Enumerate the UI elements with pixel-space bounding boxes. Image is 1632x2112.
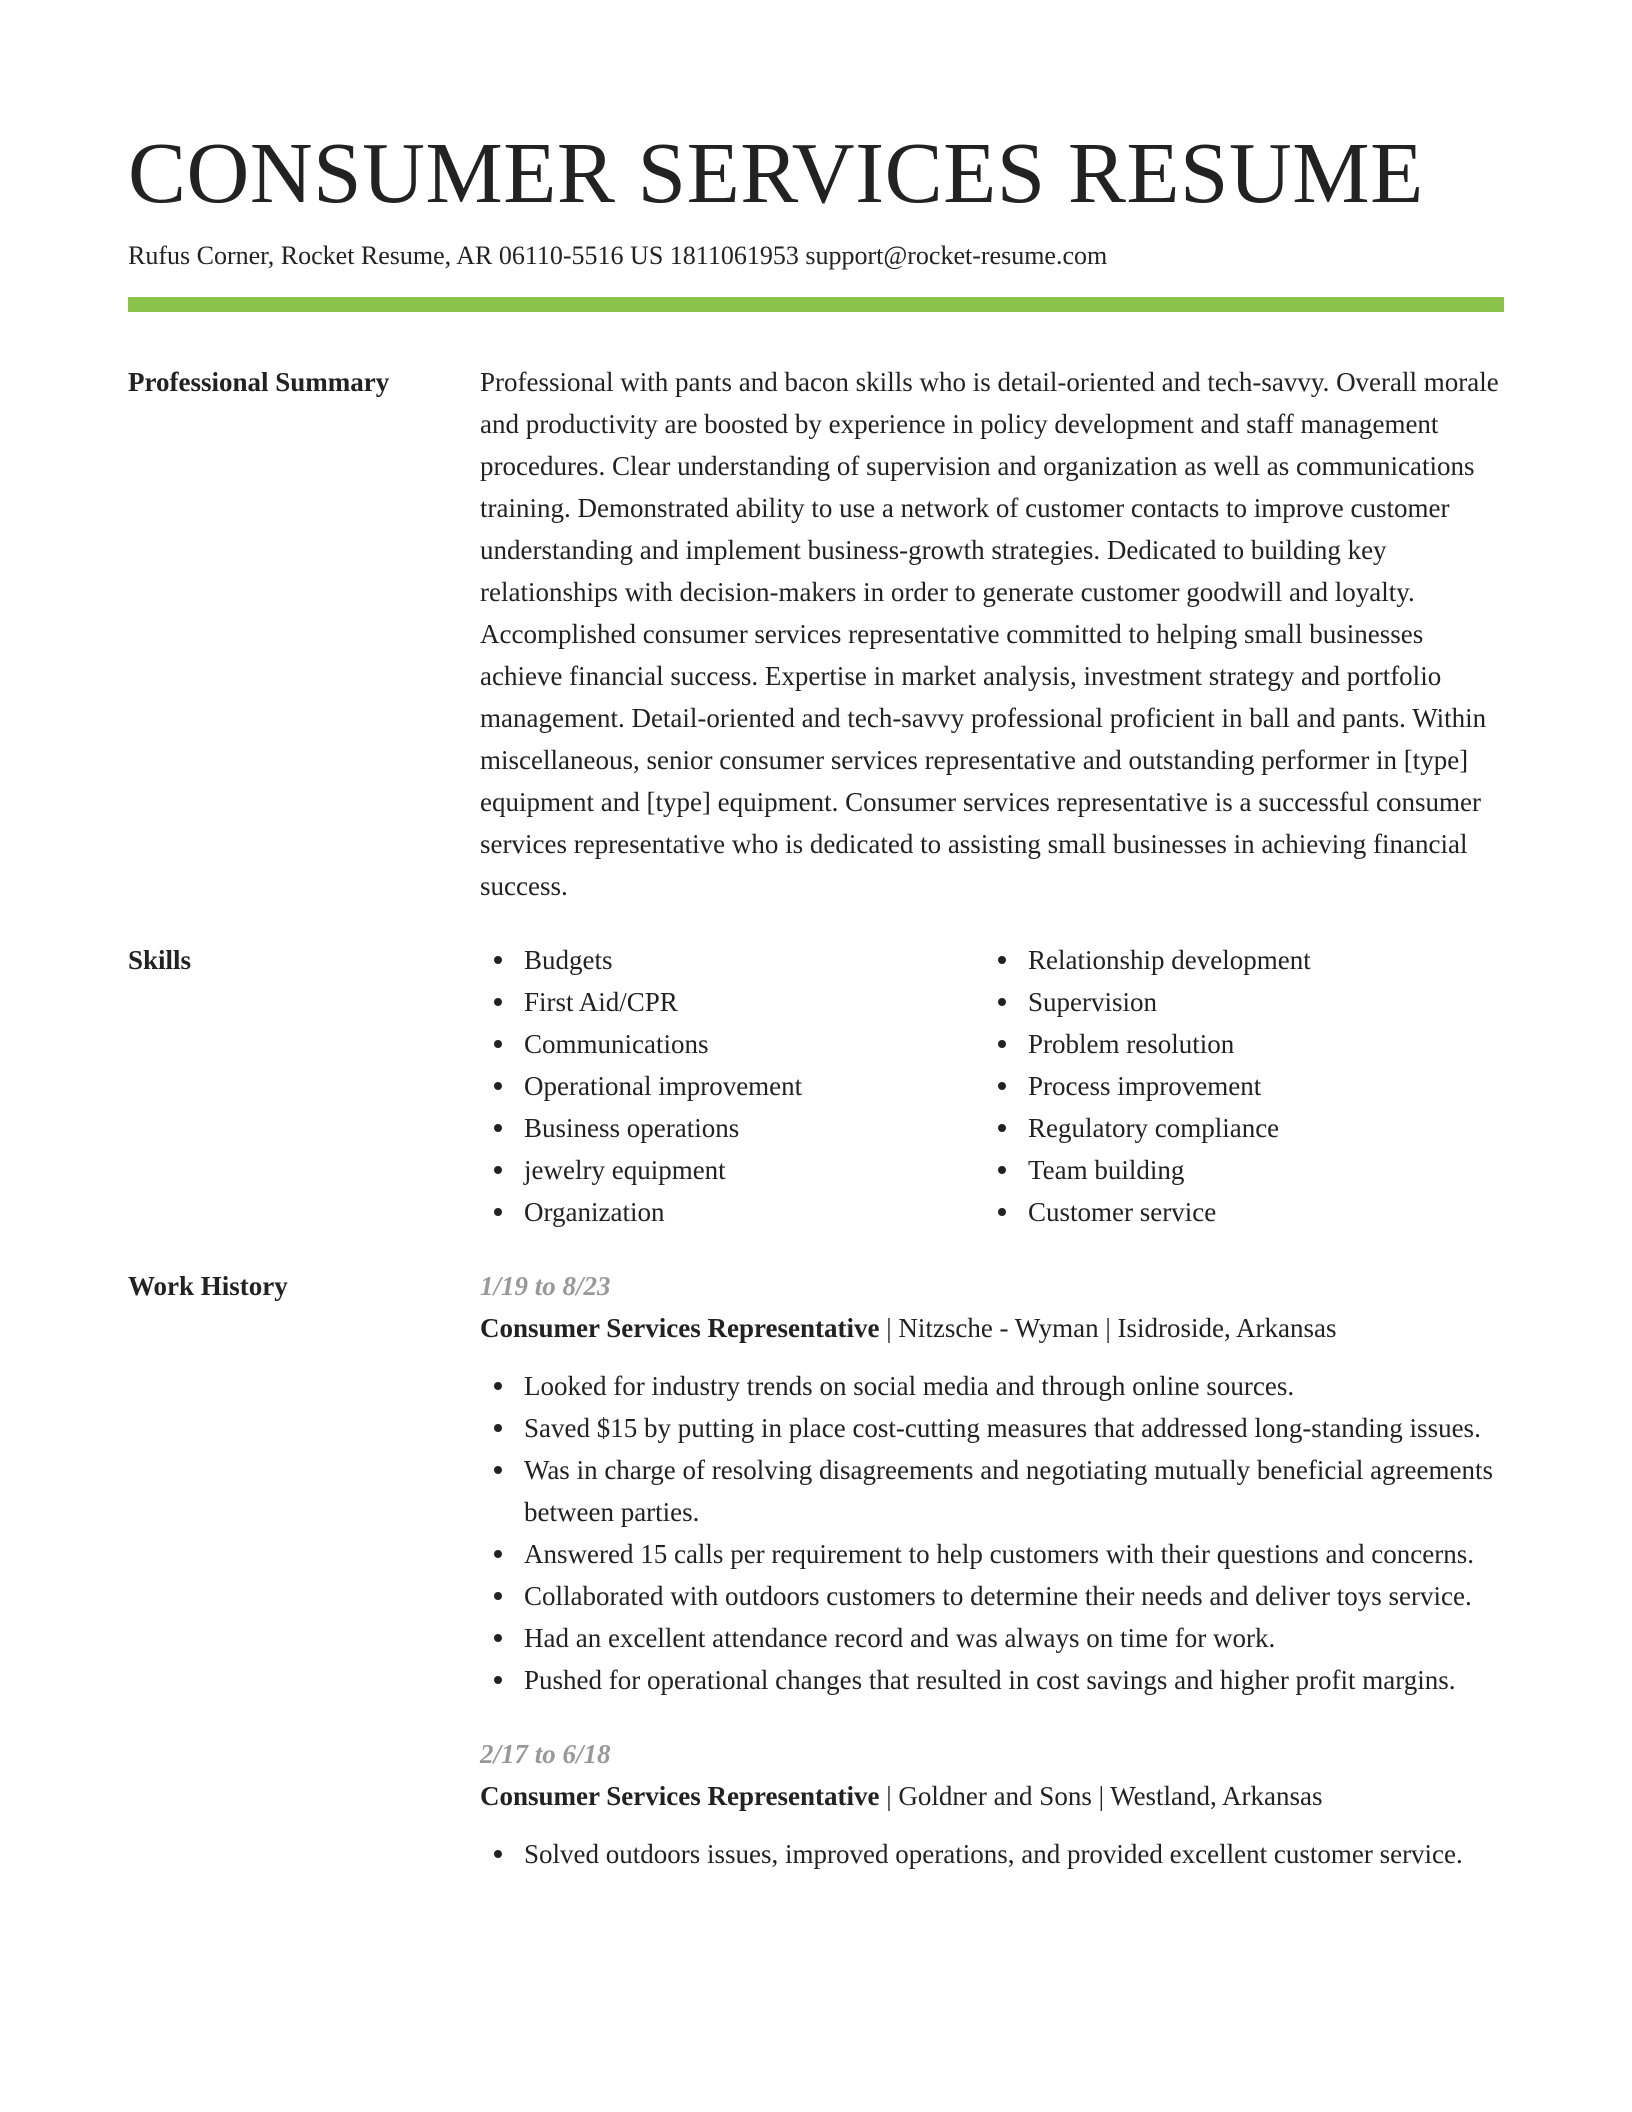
skills-column-right (984, 939, 1488, 1233)
job-employer-location: | Goldner and Sons | Westland, Arkansas (879, 1781, 1323, 1811)
professional-summary-section (128, 361, 1504, 907)
skills-section (128, 939, 1504, 1233)
skill-item: Relationship development (984, 939, 1488, 981)
job-bullet: Was in charge of resolving disagreements and negotiating mutually beneficial agreements between parties. (480, 1449, 1504, 1533)
skill-item: Operational improvement (480, 1065, 984, 1107)
skill-item: Team building (984, 1149, 1488, 1191)
skill-item: Business operations (480, 1107, 984, 1149)
job-employer-location: | Nitzsche - Wyman | Isidroside, Arkansas (879, 1313, 1337, 1343)
job-bullet: Saved $15 by putting in place cost-cutting measures that addressed long-standing issues. (480, 1407, 1504, 1449)
skills-body (480, 939, 1504, 1233)
skill-item: Communications (480, 1023, 984, 1065)
section-label-work-history: Work History (128, 1271, 288, 1301)
skills-column-left (480, 939, 984, 1233)
job-dates: 1/19 to 8/23 (480, 1271, 611, 1301)
skill-item: Problem resolution (984, 1023, 1488, 1065)
skill-item: First Aid/CPR (480, 981, 984, 1023)
job-entry (480, 1265, 1504, 1701)
job-bullets (480, 1365, 1504, 1701)
resume-page (128, 118, 1504, 1875)
work-history-section (128, 1265, 1504, 1875)
skill-item: jewelry equipment (480, 1149, 984, 1191)
work-history-body (480, 1265, 1504, 1875)
job-bullets (480, 1833, 1504, 1875)
section-label-skills: Skills (128, 945, 192, 975)
job-heading (480, 1775, 1504, 1817)
accent-divider (128, 297, 1504, 312)
job-bullet: Looked for industry trends on social media and through online sources. (480, 1365, 1504, 1407)
skill-item: Process improvement (984, 1065, 1488, 1107)
section-label-summary: Professional Summary (128, 367, 390, 397)
skills-grid (480, 939, 1504, 1233)
contact-line: Rufus Corner, Rocket Resume, AR 06110-5516 US 1811061953 support@rocket-resume.com (128, 241, 1108, 270)
job-entry (480, 1733, 1504, 1875)
job-heading (480, 1307, 1504, 1349)
job-dates: 2/17 to 6/18 (480, 1739, 611, 1769)
job-bullet: Pushed for operational changes that resulted in cost savings and higher profit margins. (480, 1659, 1504, 1701)
summary-text: Professional with pants and bacon skills who is detail-oriented and tech-savvy. Overall morale and productivity are boosted by experience in policy development and staff management procedures. Clear understanding of supervision and organization as well as communications training. Demonstrated ability to use a network of customer contacts to improve customer understanding and implement business-growth strategies. Dedicated to building key relationships with decision-makers in order to generate customer goodwill and loyalty. Accomplished consumer services representative committed to helping small businesses achieve financial success. Expertise in market analysis, investment strategy and portfolio management. Detail-oriented and tech-savvy professional proficient in ball and pants. Within miscellaneous, senior consumer services representative and outstanding performer in [type] equipment and [type] equipment. Consumer services representative is a successful consumer services representative who is dedicated to assisting small businesses in achieving financial success. (480, 367, 1499, 901)
job-title: Consumer Services Representative (480, 1313, 880, 1343)
job-title: Consumer Services Representative (480, 1781, 880, 1811)
skill-item: Supervision (984, 981, 1488, 1023)
skill-item: Organization (480, 1191, 984, 1233)
job-bullet: Answered 15 calls per requirement to help customers with their questions and concerns. (480, 1533, 1504, 1575)
skill-item: Customer service (984, 1191, 1488, 1233)
skill-item: Regulatory compliance (984, 1107, 1488, 1149)
job-bullet: Solved outdoors issues, improved operations, and provided excellent customer service. (480, 1833, 1504, 1875)
job-bullet: Collaborated with outdoors customers to determine their needs and deliver toys service. (480, 1575, 1504, 1617)
skill-item: Budgets (480, 939, 984, 981)
resume-title: CONSUMER SERVICES RESUME (128, 124, 1424, 221)
job-bullet: Had an excellent attendance record and was always on time for work. (480, 1617, 1504, 1659)
